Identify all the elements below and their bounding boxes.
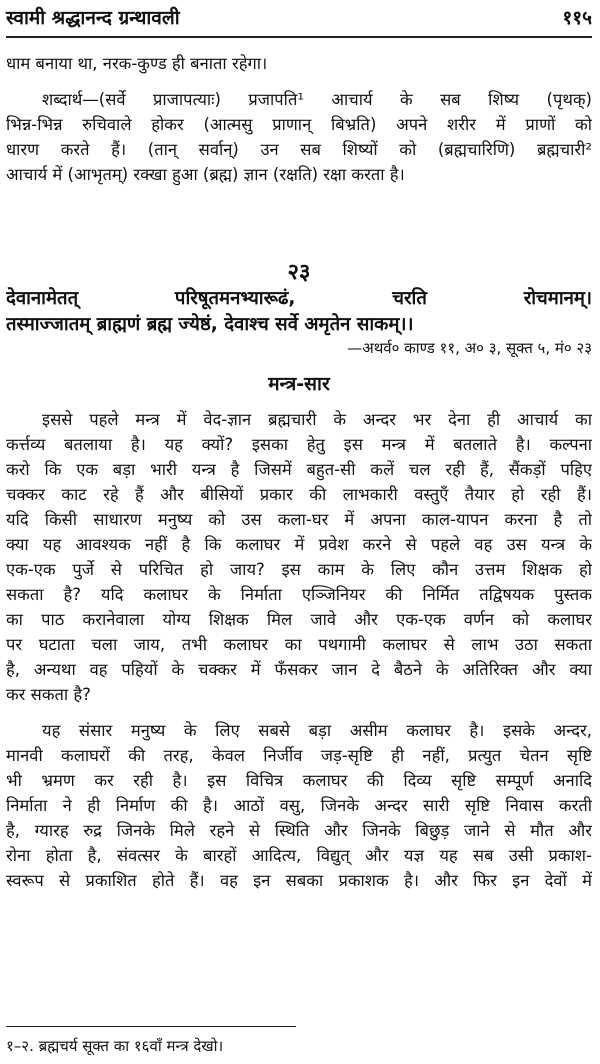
footnote-rule [6,1026,296,1027]
body-line: यह संसार मनुष्य के लिए सबसे बड़ा असीम कलाघर है। इसके अन्दर, [42,721,592,740]
meaning-line: आचार्य में (आभृतम्) रक्खा हुआ (ब्रह्म) ज्ञान (रक्षति) रक्षा करता है। [6,165,405,184]
running-header [6,2,592,32]
body-line: कर सकता है? [6,685,91,704]
page-number: ११५ [562,7,592,29]
body-line: निर्माता ने ही निर्माण की है। आठों वसु, जिनके अन्दर सारी सृष्टि निवास करती [6,796,592,815]
body-line: यदि किसी साधारण मनुष्य को उस कला-घर में अपना काल-यापन करना है तो [6,510,592,529]
body-line: भी भ्रमण कर रही है। इस विचित्र कलाघर की दिव्य सृष्टि सम्पूर्ण अनादि [6,771,592,790]
intro-line: धाम बनाया था, नरक-कुण्ड ही बनाता रहेगा। [6,54,268,73]
body-line: है, अन्यथा वह पहियों के चक्कर में फँसकर जान दे बैठने के अतिरिक्त और क्या [6,660,592,679]
body-line: चक्कर काट रहे हैं और बीसियों प्रकार की लाभकारी वस्तुएँ तैयार हो रही हैं। [6,485,592,504]
header-rule [6,36,592,38]
mantra-number: २३ [287,260,311,285]
meaning-line: भिन्न-भिन्न रुचिवाले होकर (आत्मसु प्राणान् बिभ्रति) अपने शरीर में प्राणों को [6,115,592,134]
meaning-line: धारण करते हैं। (तान् सर्वान्) उन सब शिष्यों को (ब्रह्मचारिणि) ब्रह्मचारी² [6,140,592,159]
section-subheading: मन्त्र-सार [268,373,330,395]
body-line: करो कि एक बड़ा भारी यन्त्र है जिसमें बहुत-सी कलें चल रही हैं, सैंकड़ों पहिए [6,460,592,479]
meaning-line: शब्दार्थ—(सर्वे प्राजापत्याः) प्रजापति¹ आचार्य के सब शिष्य (पृथक्) [42,90,592,109]
body-line: क्या यह आवश्यक नहीं है कि कलाघर में प्रवेश करने से पहले वह उस यन्त्र के [6,535,592,554]
body-line: सकता है? यदि कलाघर के निर्माता एञ्जिनियर की निर्मित तद्विषयक पुस्तक [6,585,592,604]
body-line: एक-एक पुर्जे से परिचित हो जाय? इस काम के लिए कौन उत्तम शिक्षक हो [6,560,592,579]
book-page [6,0,592,1064]
body-line: स्वरूप से प्रकाशित होते हैं। वह इन सबका प्रकाशक है। और फिर इन देवों में [6,871,592,890]
body-line: रोना होता है, संवत्सर के बारहों आदित्य, विद्युत् और यज्ञ यह सब उसी प्रकाश- [6,846,592,865]
verse-reference: —अथर्व० काण्ड ११, अ० ३, सूक्त ५, मं० २३ [347,339,592,357]
body-line: पर घटाता चला जाय, तभी कलाघर का पथगामी कलाघर से लाभ उठा सकता [6,635,592,654]
body-line: कर्त्तव्य बतलाया है। यह क्यों? इसका हेतु इस मन्त्र में बतलाते है। कल्पना [6,435,592,454]
body-line: इससे पहले मन्त्र में वेद-ज्ञान ब्रह्मचारी के अन्दर भर देना ही आचार्य का [42,410,592,429]
body-line: है, ग्यारह रुद्र जिनके मिले रहने से स्थिति और जिनके बिछुड़ जाने से मौत और [6,821,592,840]
body-line: मानवी कलाघरों की तरह, केवल निर्जीव जड़-सृष्टि ही नहीं, प्रत्युत चेतन सृष्टि [6,746,592,765]
body-line: का पाठ करानेवाला योग्य शिक्षक मिल जावे और एक-एक वर्णन को कलाघर [6,610,592,629]
verse-line: तस्माज्जातम् ब्राह्मणं ब्रह्म ज्येष्ठं, देवाश्च सर्वे अमृतेन साकम्।। [6,314,414,335]
footnote: १–२. ब्रह्मचर्य सूक्त का १६वाँ मन्त्र देखो। [6,1037,224,1055]
verse-line: देवानामेतत् परिषूतमनभ्यारूढं, चरति रोचमानम्। [6,288,592,309]
book-title: स्वामी श्रद्धानन्द ग्रन्थावली [6,7,180,29]
